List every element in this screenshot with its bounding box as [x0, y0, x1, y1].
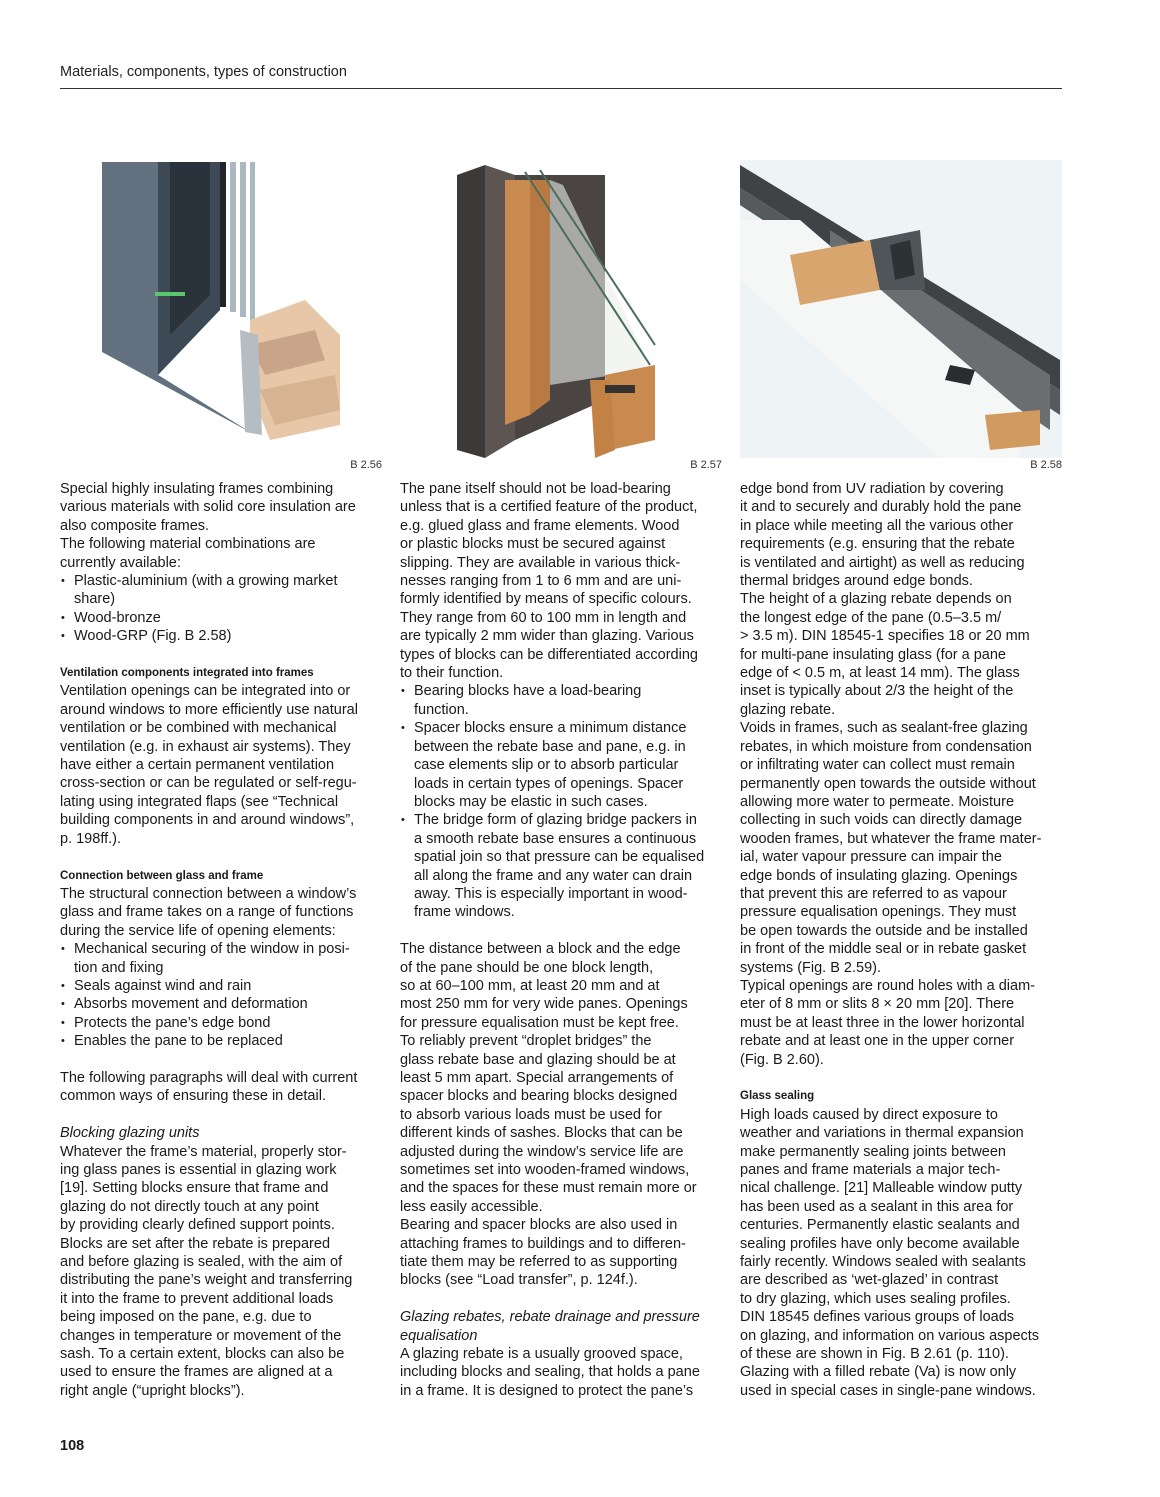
figure-b-2-57-image	[455, 160, 660, 458]
header-rule	[60, 88, 1062, 89]
col1-paragraph-2: Ventilation openings can be integrated into or around windows to more efficiently use natural ventilation or be combined with mechanical ventilation (e.g. in exhaust air systems). They have either a certain permanent ventilation cross-section or can be regulated or self-regu- lating using integrated flaps (see “Technical building components in and around windows”, p. 198ff.).	[60, 683, 358, 847]
col2-block-types-list	[400, 682, 722, 921]
heading-connection-glass-frame: Connection between glass and frame	[60, 869, 264, 882]
list-item: • Mechanical securing of the window in posi- tion and fixing	[60, 940, 382, 977]
heading-glass-sealing: Glass sealing	[740, 1090, 815, 1103]
running-head: Materials, components, types of construction	[60, 64, 347, 80]
list-item: • Bearing blocks have a load-bearing function.	[400, 682, 722, 719]
col2-paragraph-3: A glazing rebate is a usually grooved space, including blocks and sealing, that holds a pane in a frame. It is designed to protect the pane’s	[400, 1346, 700, 1399]
col1-paragraph-4: The following paragraphs will deal with current common ways of ensuring these in detail.	[60, 1069, 358, 1105]
list-item: • Absorbs movement and deformation	[60, 995, 382, 1013]
col1-material-list	[60, 572, 382, 646]
figure-label-b-2-58: B 2.58	[1030, 459, 1062, 471]
figure-b-2-58-image	[740, 160, 1062, 458]
list-item: • Protects the pane’s edge bond	[60, 1014, 382, 1032]
col1-paragraph-3: The structural connection between a window’s glass and frame takes on a range of functions during the service life of opening elements:	[60, 885, 357, 939]
subheading-glazing-rebates: Glazing rebates, rebate drainage and pressure equalisation	[400, 1309, 700, 1344]
heading-ventilation-components: Ventilation components integrated into frames	[60, 667, 314, 680]
list-item: • Enables the pane to be replaced	[60, 1032, 382, 1050]
col3-paragraph-2: High loads caused by direct exposure to weather and variations in thermal expansion make permanently sealing joints between panes and frame materials a major tech- nical challenge. [21] Malleable window putty has been used as a sealant in this area for centuries. Permanently elastic sealants and sealing profiles have only become available fairly recently. Windows sealed with sealants are described as ‘wet-glazed’ in contrast to dry glazing, which uses sealing profiles. DIN 18545 defines various groups of loads on glazing, and information on various aspects of these are shown in Fig. B 2.61 (p. 110). Glazing with a filled rebate (Va) is now only used in special cases in single-pane windows.	[740, 1106, 1040, 1399]
figure-b-2-56-image	[100, 160, 345, 458]
figure-label-b-2-57: B 2.57	[690, 459, 722, 471]
list-item: • Seals against wind and rain	[60, 977, 382, 995]
list-item: • Wood-GRP (Fig. B 2.58)	[60, 627, 382, 645]
page-number: 108	[60, 1438, 85, 1454]
col2-paragraph-1: The pane itself should not be load-bearing unless that is a certified feature of the product, e.g. glued glass and frame elements. Wood or plastic blocks must be secured against slipping. They are available in various thick- nesses ranging from 1 to 6 mm and are uni- formly identified by means of specific colours. They range from 60 to 100 mm in length and are typically 2 mm wider than glazing. Various types of blocks can be differentiated according to their function.	[400, 481, 698, 682]
subheading-blocking-glazing-units: Blocking glazing units	[60, 1125, 200, 1142]
col1-function-list	[60, 940, 382, 1050]
list-item: • The bridge form of glazing bridge packers in a smooth rebate base ensures a continuous spatial join so that pressure can be equalised all along the frame and any water can drain away. This is especially important in wood- frame windows.	[400, 811, 722, 921]
list-item: • Plastic-aluminium (with a growing market share)	[60, 572, 382, 609]
column-3	[740, 480, 1062, 1400]
list-item: • Spacer blocks ensure a minimum distance between the rebate base and pane, e.g. in case elements slip or to absorb particular loads in certain types of openings. Spacer blocks may be elastic in such cases.	[400, 719, 722, 811]
col2-paragraph-2: The distance between a block and the edge of the pane should be one block length, so at 60–100 mm, at least 20 mm and at most 250 mm for very wide panes. Openings for pressure equalisation must be kept free. To reliably prevent “droplet bridges” the glass rebate base and glazing should be at least 5 mm apart. Special arrangements of spacer blocks and bearing blocks designed to absorb various loads must be used for different kinds of sashes. Blocks that can be adjusted during the window’s service life are sometimes set into wooden-framed windows, and the spaces for these must remain more or less easily accessible. Bearing and spacer blocks are also used in attaching frames to buildings and to differen- tiate them may be referred to as supporting blocks (see “Load transfer”, p. 124f.).	[400, 941, 697, 1289]
col1-paragraph-1: Special highly insulating frames combining various materials with solid core insulation are also composite frames. The following material combinations are currently available:	[60, 481, 356, 571]
list-item: • Wood-bronze	[60, 609, 382, 627]
figure-label-b-2-56: B 2.56	[350, 459, 382, 471]
col3-paragraph-1: edge bond from UV radiation by covering it and to securely and durably hold the pane in place while meeting all the various other requirements (e.g. ensuring that the rebate is ventilated and airtight) as well as reducing thermal bridges around edge bonds. The height of a glazing rebate depends on the longest edge of the pane (0.5–3.5 m/ > 3.5 m). DIN 18545-1 specifies 18 or 20 mm for multi-pane insulating glass (for a pane edge of < 0.5 m, at least 14 mm). The glass inset is typically about 2/3 the height of the glazing rebate. Voids in frames, such as sealant-free glazing rebates, in which moisture from condensation or infiltrating water can collect must remain permanently open towards the outside without allowing more water to permeate. Moisture collecting in such voids can directly damage wooden frames, but whatever the frame mater- ial, water vapour pressure can impair the edge bonds of insulating glazing. Openings that prevent this are referred to as vapour pressure equalisation openings. They must be open towards the outside and be installed in front of the middle seal or in rebate gasket systems (Fig. B 2.59). Typical openings are round holes with a diam- eter of 8 mm or slits 8 × 20 mm [20]. There must be at least three in the lower horizontal rebate and at least one in the upper corner (Fig. B 2.60).	[740, 481, 1042, 1068]
col1-paragraph-5: Whatever the frame’s material, properly stor- ing glass panes is essential in glazing work [19]. Setting blocks ensure that frame and glazing do not directly touch at any point by providing clearly defined support points. Blocks are set after the rebate is prepared and before glazing is sealed, with the aim of distributing the pane’s weight and transferring it into the frame to prevent additional loads being imposed on the pane, e.g. due to changes in temperature or movement of the sash. To a certain extent, blocks can also be used to ensure the frames are aligned at a right angle (“upright blocks”).	[60, 1143, 353, 1399]
column-2	[400, 480, 722, 1400]
column-1	[60, 480, 382, 1400]
